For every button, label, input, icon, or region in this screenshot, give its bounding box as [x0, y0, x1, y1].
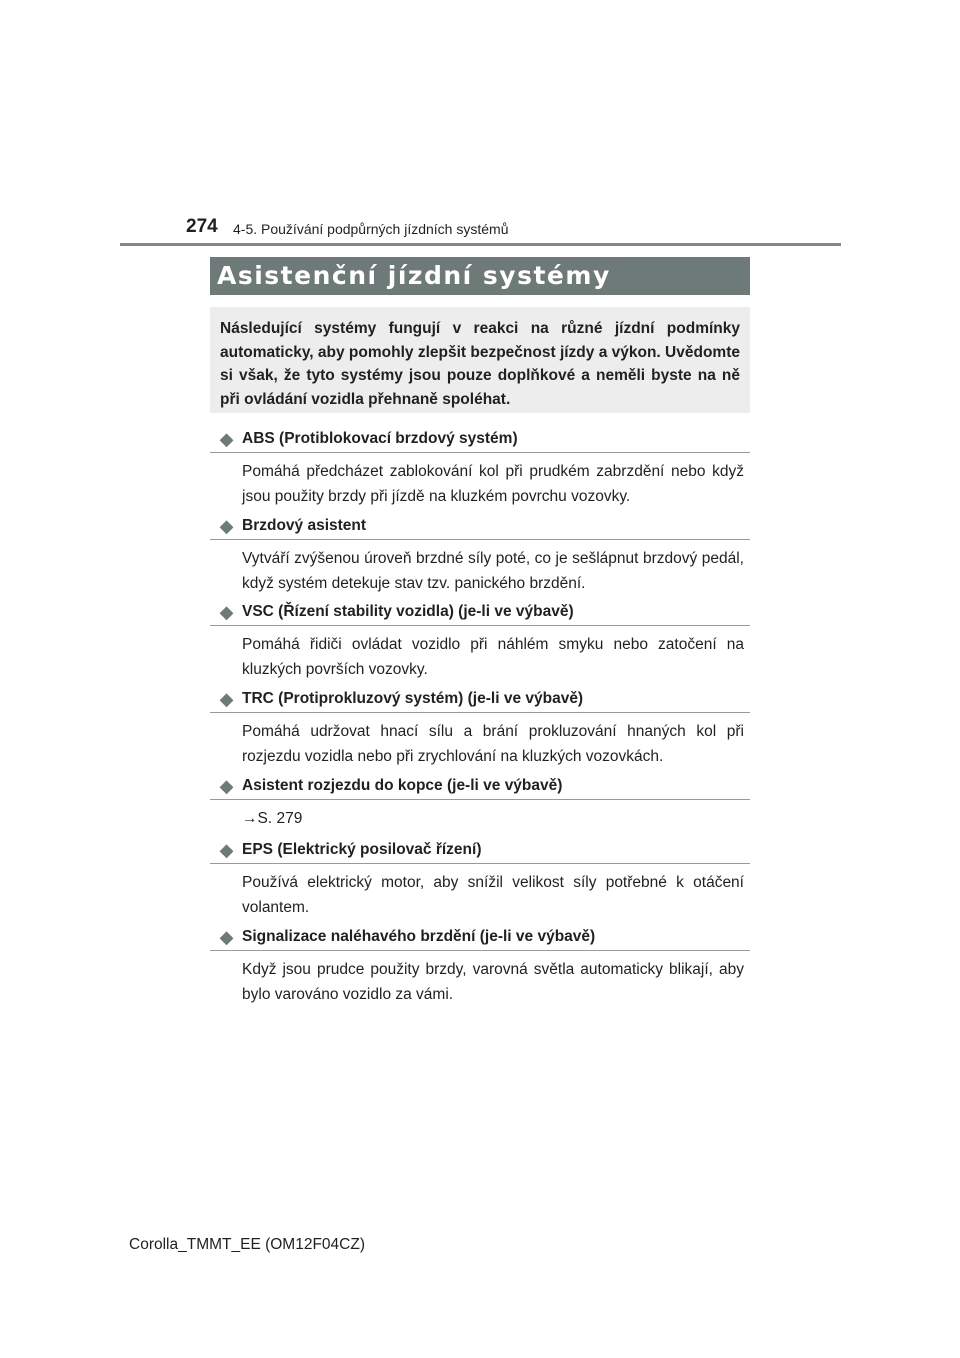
section-trc	[210, 686, 750, 769]
section-title: Signalizace naléhavého brzdění (je-li ve výbavě)	[242, 928, 596, 945]
diamond-bullet-icon: ◆	[219, 688, 234, 710]
section-eps	[210, 837, 750, 920]
header-rule	[120, 243, 841, 246]
section-header	[210, 837, 750, 864]
page-title: Asistenční jízdní systémy	[217, 261, 611, 290]
section-body: Pomáhá udržovat hnací sílu a brání prokluzování hnaných kol při rozjezdu vozidla nebo při zrychlování na kluzkých vozovkách.	[242, 723, 744, 765]
section-path: 4-5. Používání podpůrných jízdních systémů	[233, 221, 509, 237]
title-bar	[210, 257, 750, 295]
page-number: 274	[186, 216, 218, 237]
section-header	[210, 426, 750, 453]
intro-box	[210, 307, 750, 413]
section-vsc	[210, 599, 750, 682]
diamond-bullet-icon: ◆	[219, 601, 234, 623]
footer-doc-id: Corolla_TMMT_EE (OM12F04CZ)	[129, 1236, 365, 1253]
diamond-bullet-icon: ◆	[219, 515, 234, 537]
section-header	[210, 686, 750, 713]
section-body: Vytváří zvýšenou úroveň brzdné síly poté, co je sešlápnut brzdový pedál, když systém detekuje stav tzv. panického brzdění.	[242, 550, 744, 592]
section-title: Brzdový asistent	[242, 517, 367, 534]
diamond-bullet-icon: ◆	[219, 775, 234, 797]
section-title: EPS (Elektrický posilovač řízení)	[242, 841, 482, 858]
section-header	[210, 599, 750, 626]
section-title: Asistent rozjezdu do kopce (je-li ve výbavě)	[242, 777, 563, 794]
section-body: Pomáhá řidiči ovládat vozidlo při náhlém smyku nebo zatočení na kluzkých površích vozovky.	[242, 636, 744, 678]
section-emergency-signal	[210, 924, 750, 1007]
section-title: TRC (Protiprokluzový systém) (je-li ve výbavě)	[242, 690, 584, 707]
section-brake-assist	[210, 513, 750, 596]
section-body: Když jsou prudce použity brzdy, varovná světla automaticky blikají, aby bylo varováno vozidlo za vámi.	[242, 961, 744, 1003]
section-hill-start	[210, 773, 750, 832]
section-body: Používá elektrický motor, aby snížil velikost síly potřebné k otáčení volantem.	[242, 874, 744, 916]
section-title: ABS (Protiblokovací brzdový systém)	[242, 430, 518, 447]
section-title: VSC (Řízení stability vozidla) (je-li ve výbavě)	[242, 603, 574, 620]
diamond-bullet-icon: ◆	[219, 926, 234, 948]
diamond-bullet-icon: ◆	[219, 428, 234, 450]
section-header	[210, 773, 750, 800]
section-body: Pomáhá předcházet zablokování kol při prudkém zabrzdění nebo když jsou použity brzdy při jízdě na kluzkém povrchu vozovky.	[242, 463, 744, 505]
section-abs	[210, 426, 750, 509]
diamond-bullet-icon: ◆	[219, 839, 234, 861]
section-header	[210, 924, 750, 951]
intro-text: Následující systémy fungují v reakci na různé jízdní podmínky automaticky, aby pomohly zlepšit bezpečnost jízdy a výkon. Uvědomte si však, že tyto systémy jsou pouze doplňkové a neměli byste na ně při ovládání vozidla přehnaně spoléhat.	[220, 320, 740, 408]
section-header	[210, 513, 750, 540]
page-reference-link: →S. 279	[242, 810, 303, 827]
